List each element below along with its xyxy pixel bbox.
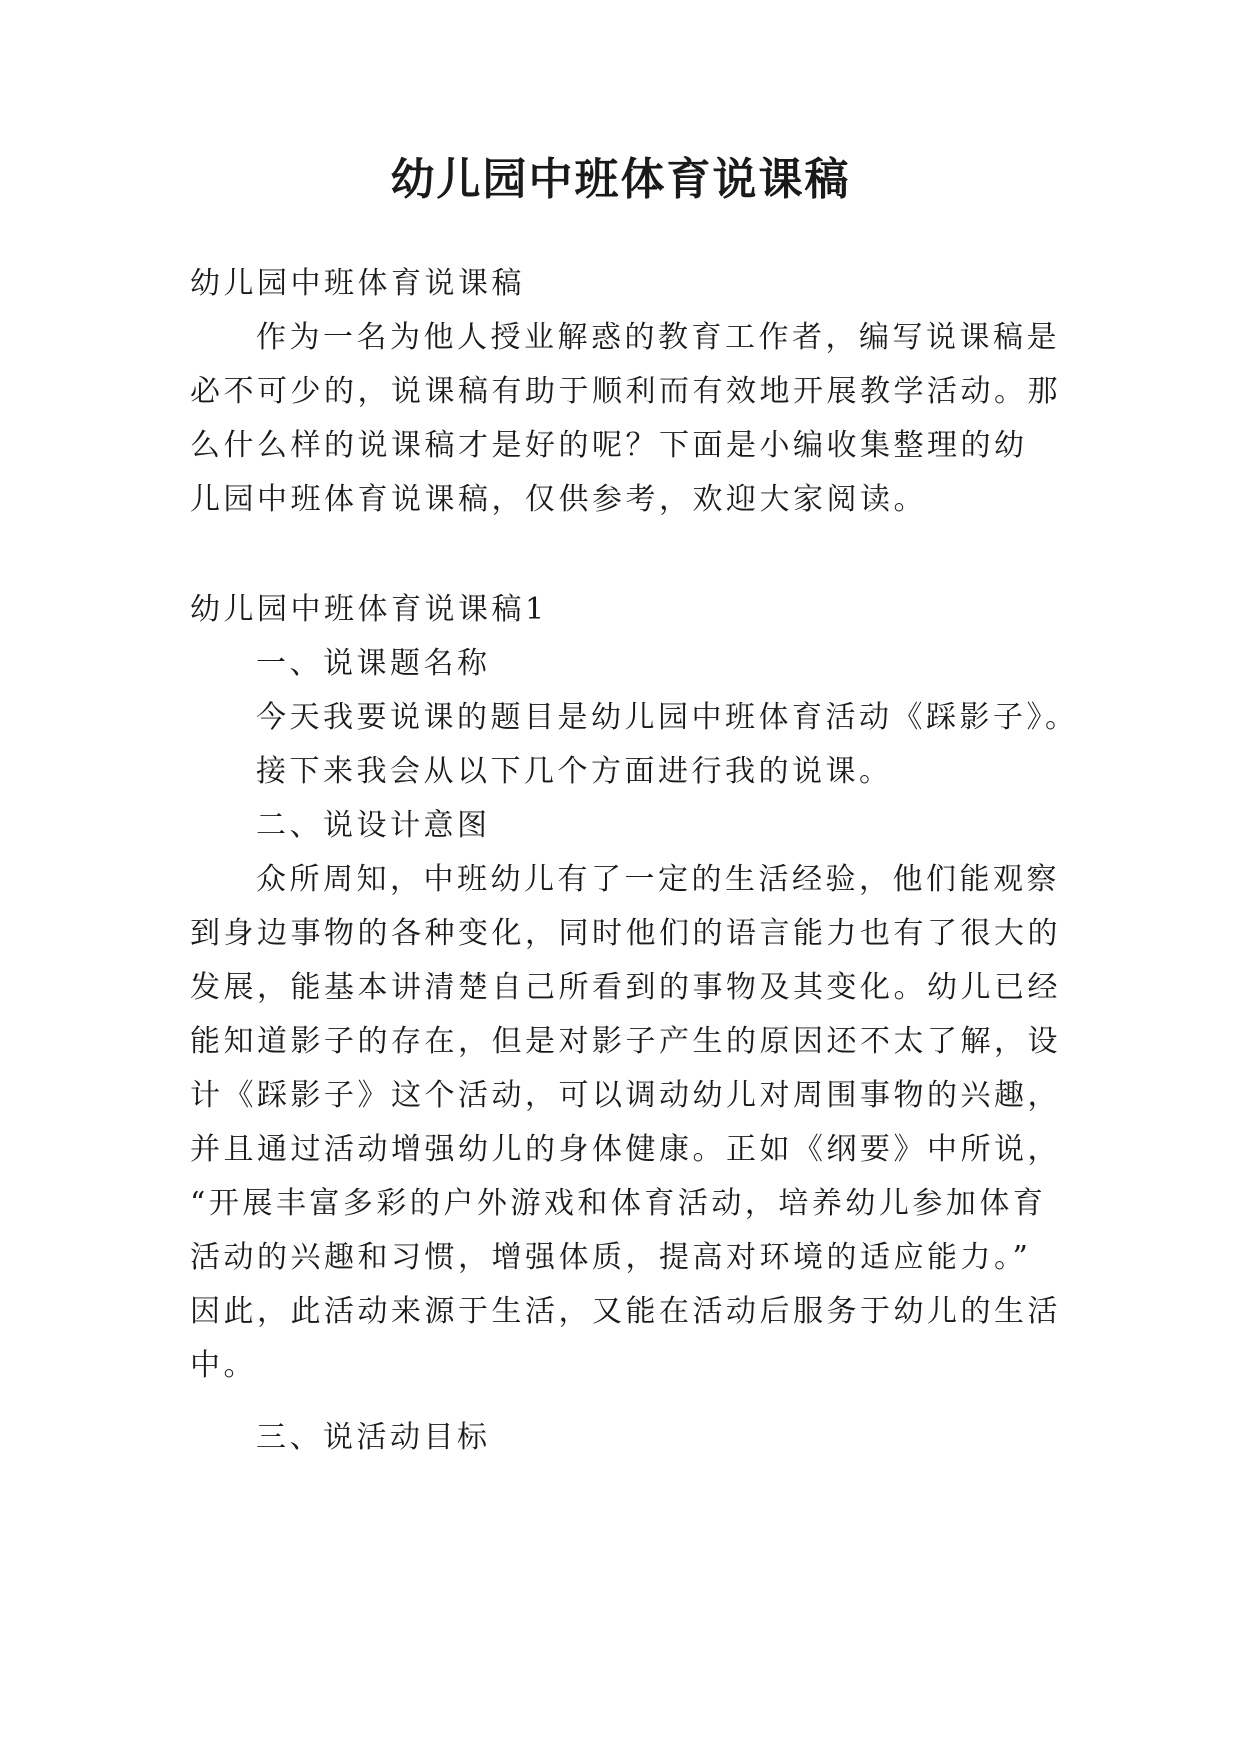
paragraph-line: “开展丰富多彩的户外游戏和体育活动，培养幼儿参加体育 bbox=[190, 1186, 1047, 1221]
page-title: 幼儿园中班体育说课稿 bbox=[390, 154, 851, 205]
paragraph-line: 众所周知，中班幼儿有了一定的生活经验，他们能观察 bbox=[256, 862, 1060, 897]
paragraph-line: 接下来我会从以下几个方面进行我的说课。 bbox=[256, 754, 893, 789]
paragraph-line: 计《踩影子》这个活动，可以调动幼儿对周围事物的兴趣， bbox=[190, 1078, 1061, 1113]
section-heading: 一、说课题名称 bbox=[256, 646, 491, 681]
document-subtitle: 幼儿园中班体育说课稿 bbox=[190, 266, 525, 301]
section-title: 幼儿园中班体育说课稿1 bbox=[190, 592, 548, 627]
paragraph-line: 活动的兴趣和习惯，增强体质，提高对环境的适应能力。” bbox=[190, 1240, 1032, 1275]
paragraph-line: 因此，此活动来源于生活，又能在活动后服务于幼儿的生活 bbox=[190, 1294, 1061, 1329]
intro-line: 儿园中班体育说课稿，仅供参考，欢迎大家阅读。 bbox=[190, 482, 927, 517]
paragraph-line: 发展，能基本讲清楚自己所看到的事物及其变化。幼儿已经 bbox=[190, 970, 1061, 1005]
section-heading: 二、说设计意图 bbox=[256, 808, 491, 843]
paragraph-line: 到身边事物的各种变化，同时他们的语言能力也有了很大的 bbox=[190, 916, 1061, 951]
intro-line: 必不可少的，说课稿有助于顺利而有效地开展教学活动。那 bbox=[190, 374, 1061, 409]
paragraph-line: 能知道影子的存在，但是对影子产生的原因还不太了解，设 bbox=[190, 1024, 1061, 1059]
paragraph-line: 并且通过活动增强幼儿的身体健康。正如《纲要》中所说， bbox=[190, 1132, 1061, 1167]
paragraph-line: 今天我要说课的题目是幼儿园中班体育活动《踩影子》。 bbox=[256, 700, 1079, 735]
intro-line: 么什么样的说课稿才是好的呢？下面是小编收集整理的幼 bbox=[190, 428, 1028, 463]
section-heading: 三、说活动目标 bbox=[256, 1420, 491, 1455]
paragraph-line: 中。 bbox=[190, 1348, 257, 1383]
intro-line: 作为一名为他人授业解惑的教育工作者，编写说课稿是 bbox=[256, 320, 1060, 355]
